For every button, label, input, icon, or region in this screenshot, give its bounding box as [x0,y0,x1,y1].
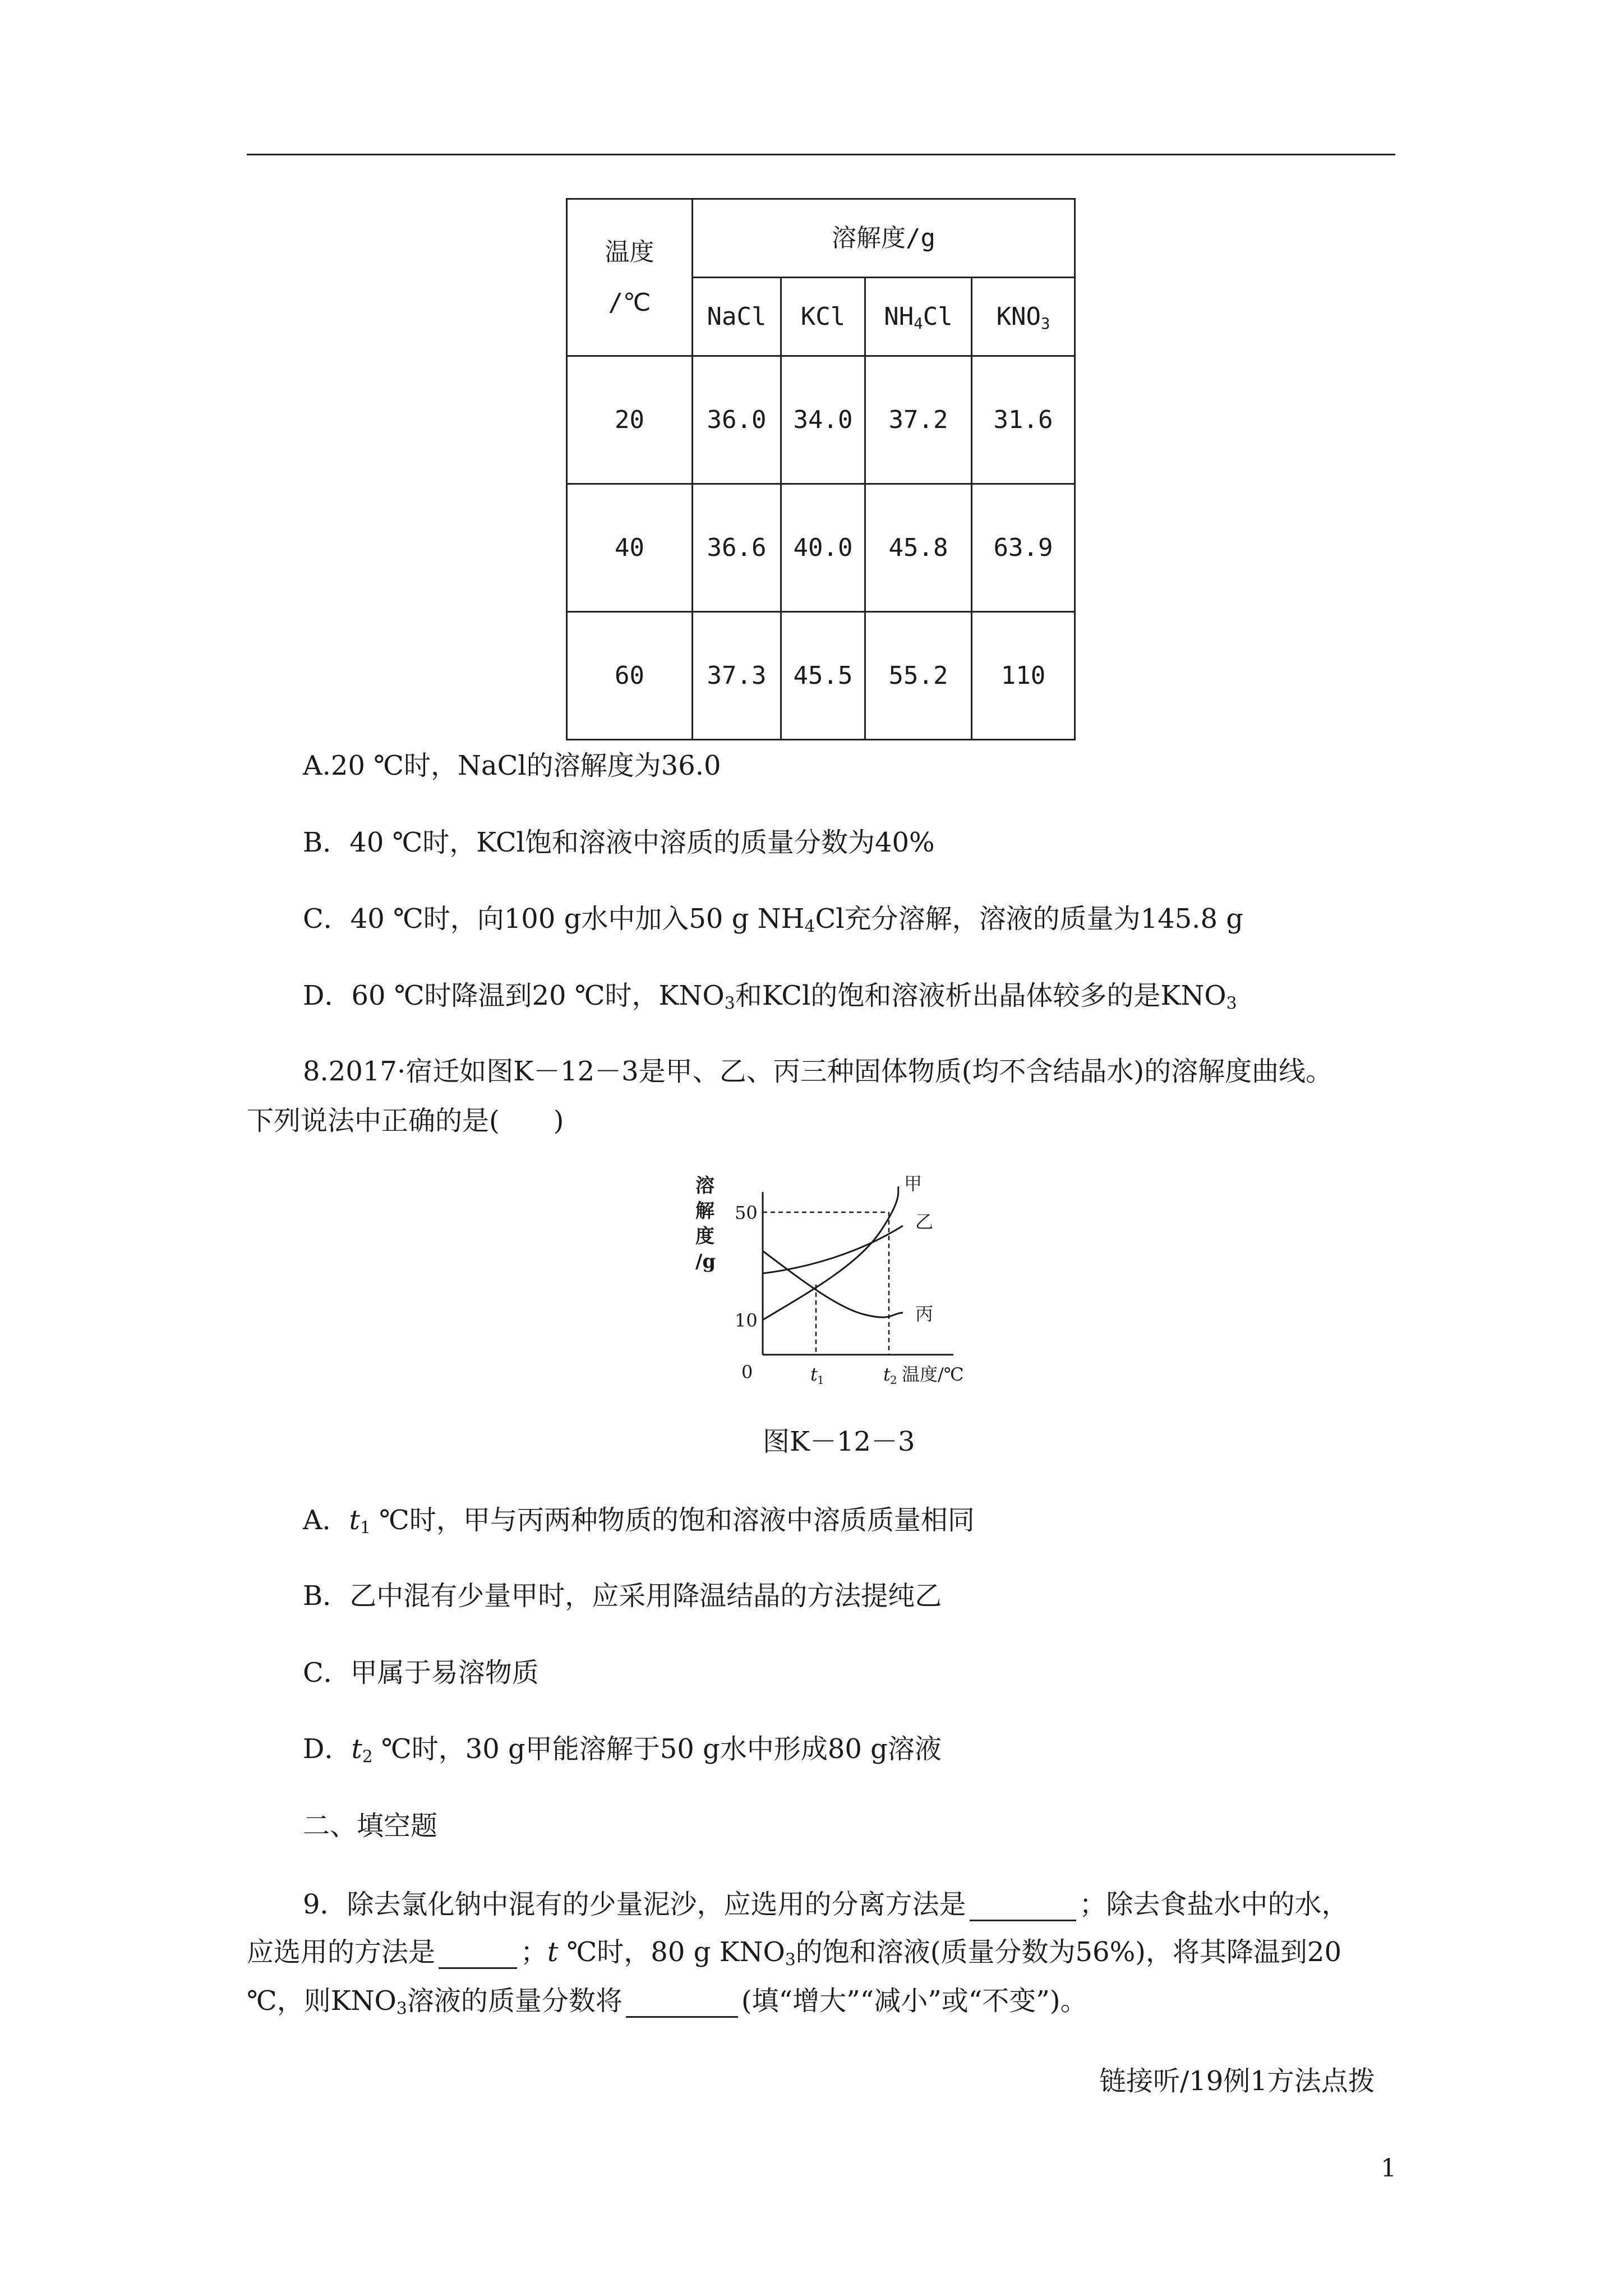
cell-value: 37.3 [693,612,781,740]
substance-kno3: $KNO_3$ [972,278,1075,356]
solubility-curve-chart [695,1170,998,1405]
x-tick-subscript: 2 [890,1373,897,1387]
link-note: 链接听/19例1方法点拨 [1099,2065,1375,2097]
x-tick-label: 0 [741,1361,753,1383]
solubility-header: 溶解度/g [693,199,1075,278]
row-temp: 40 [567,484,693,612]
y-tick-label: 50 [735,1202,758,1223]
x-axis-label: 温度/℃ [902,1364,964,1385]
q7-option-d: D．60 ℃时降温到20 ℃时，$KNO_3$和KCl的饱和溶液析出晶体较多的是$KNO_3$ [303,980,1237,1014]
substance-nacl: NaCl [693,278,781,356]
header-rule [247,154,1395,155]
substance-kcl: KCl [781,278,865,356]
cell-value: 31.6 [972,356,1075,484]
q8-stem-line1: 8.2017·宿迁如图K－12－3是甲、乙、丙三种固体物质(均不含结晶水)的溶解度曲线。 [303,1056,1333,1087]
cell-value: 36.6 [693,484,781,612]
solubility-table [566,198,1076,740]
substance-nh4cl: $NH_4Cl$ [865,278,972,356]
series-label-bing: 丙 [915,1303,934,1324]
x-tick-label: t [883,1364,891,1385]
figure-caption: 图K－12－3 [763,1426,915,1457]
cell-value: 110 [972,612,1075,740]
q7-option-b: B．40 ℃时，KCl饱和溶液中溶质的质量分数为40% [303,827,935,858]
temp-header-cell [567,199,693,356]
y-tick-label: 10 [735,1310,758,1331]
temp-unit: /℃ [608,288,651,317]
cell-value: 37.2 [865,356,972,484]
x-tick-label: t [810,1364,818,1385]
q8-stem-line2: 下列说法中正确的是( ) [247,1105,564,1137]
q8-option-b: B．乙中混有少量甲时，应采用降温结晶的方法提纯乙 [303,1580,942,1612]
series-label-yi: 乙 [915,1211,934,1232]
q7-option-c: C．40 ℃时，向100 g水中加入50 g $NH_4Cl$充分溶解，溶液的质量为145.8 g [303,903,1243,937]
q8-option-d: D．$t_2$ ℃时，30 g甲能溶解于50 g水中形成80 g溶液 [303,1733,942,1767]
q8-option-a: A．$t_1$ ℃时，甲与丙两种物质的饱和溶液中溶质质量相同 [303,1504,975,1538]
y-axis-label-1: 溶 [695,1175,714,1197]
y-axis-label-4: /g [695,1250,716,1273]
temp-header: 温度 [605,237,654,266]
q7-option-a: A.20 ℃时，NaCl的溶解度为36.0 [303,750,721,781]
cell-value: 34.0 [781,356,865,484]
row-temp: 60 [567,612,693,740]
cell-value: 36.0 [693,356,781,484]
x-tick-subscript: 1 [817,1373,824,1387]
answer-blank[interactable] [626,1990,738,2018]
cell-value: 45.5 [781,612,865,740]
section-title: 二、填空题 [303,1810,438,1842]
q9-line3: ℃，则$KNO_3$溶液的质量分数将 (填“增大”“减小”或“不变”)。 [247,1985,1087,2019]
y-axis-label-2: 解 [695,1200,714,1222]
cell-value: 45.8 [865,484,972,612]
series-label-jia: 甲 [904,1173,923,1194]
q9-line1: 9．除去氯化钠中混有的少量泥沙，应选用的分离方法是 ；除去食盐水中的水， [303,1889,1349,1920]
y-axis-label-3: 度 [695,1225,714,1248]
cell-value: 55.2 [865,612,972,740]
page-number: 1 [1381,2154,1396,2183]
answer-blank[interactable] [970,1894,1076,1921]
cell-value: 63.9 [972,484,1075,612]
cell-value: 40.0 [781,484,865,612]
q8-option-c: C．甲属于易溶物质 [303,1657,539,1688]
row-temp: 20 [567,356,693,484]
q9-line2: 应选用的方法是 ；t ℃时，80 g $KNO_3$的饱和溶液(质量分数为56%)，将其降温到20 [247,1936,1341,1970]
answer-blank[interactable] [439,1941,517,1969]
